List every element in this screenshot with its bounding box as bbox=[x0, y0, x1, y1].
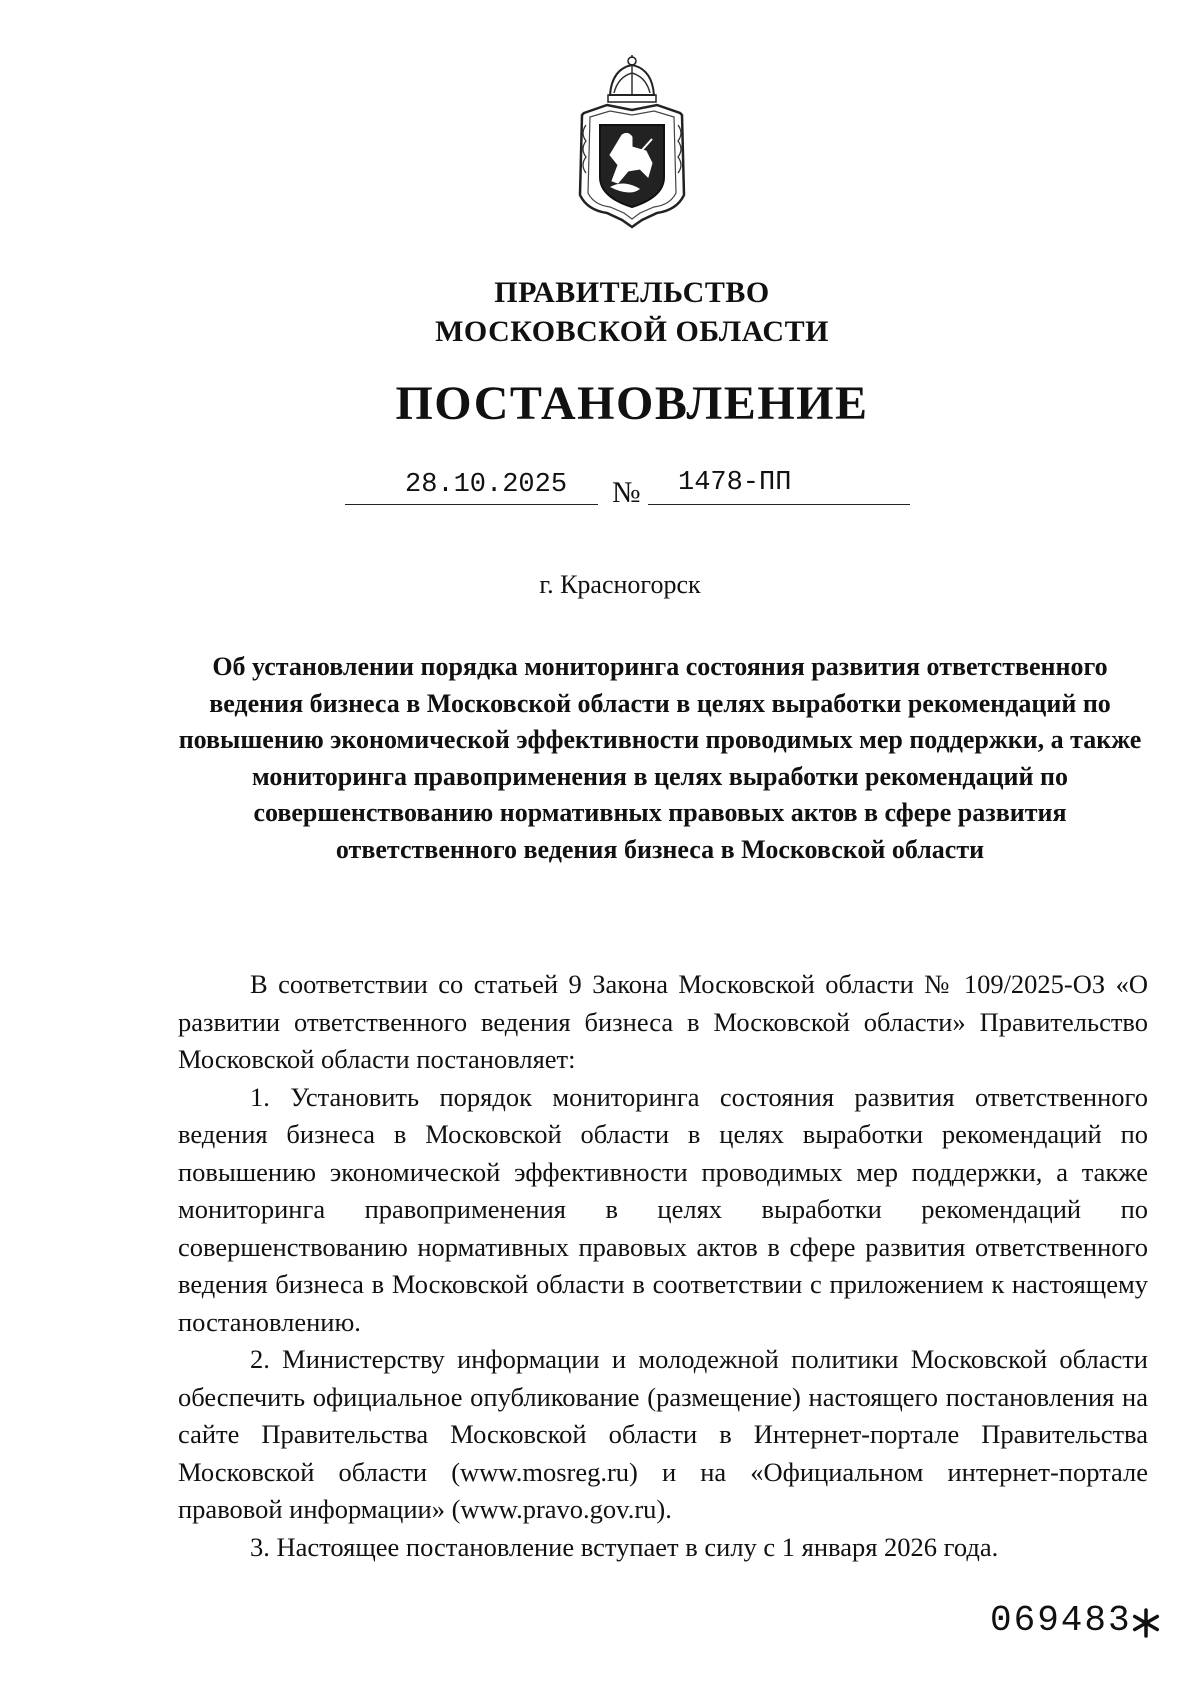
document-number: 1478-ПП bbox=[678, 468, 792, 498]
number-sign: № bbox=[612, 476, 641, 509]
document-title: Об установлении порядка мониторинга состояния развития ответственного ведения бизнеса в Московской области в целях выработки рекомендаций по повышению экономической эффективности проводимых мер поддержки, а также мониторинга правоприменения в целях выработки рекомендаций по совершенствованию нормативных правовых актов в сфере развития ответственного ведения бизнеса в Московской области bbox=[178, 652, 1142, 864]
government-name-line2: МОСКОВСКОЙ ОБЛАСТИ bbox=[435, 315, 829, 348]
serial-number: 069483 bbox=[990, 1600, 1132, 1641]
document-type: ПОСТАНОВЛЕНИЕ bbox=[395, 377, 869, 430]
paragraph-3: 3. Настоящее постановление вступает в силу с 1 января 2026 года. bbox=[250, 1531, 999, 1562]
date-underline bbox=[345, 504, 598, 505]
date-number-line bbox=[0, 462, 1200, 512]
preamble-paragraph: В соответствии со статьей 9 Закона Московской области № 109/2025-ОЗ «О развитии ответственного ведения бизнеса в Московской области» Правительство Московской области постановляет: bbox=[178, 969, 1148, 1074]
document-body bbox=[178, 966, 1148, 1566]
paragraph-2: 2. Министерству информации и молодежной политики Московской области обеспечить официальное опубликование (размещение) настоящего постановления на сайте Правительства Московской области в Интернет-портале Правительства Московской области (www.mosreg.ru) и на «Официальном интернет-портале правовой информации» (www.pravo.gov.ru). bbox=[178, 1344, 1148, 1524]
number-underline bbox=[648, 504, 910, 505]
paragraph-1: 1. Установить порядок мониторинга состояния развития ответственного ведения бизнеса в Московской области в целях выработки рекомендаций по повышению экономической эффективности проводимых мер поддержки, а также мониторинга правоприменения в целях выработки рекомендаций по совершенствованию нормативных правовых актов в сфере развития ответственного ведения бизнеса в Московской области в соответствии с приложением к настоящему постановлению. bbox=[178, 1081, 1148, 1337]
document-date: 28.10.2025 bbox=[405, 470, 568, 500]
coat-of-arms-icon bbox=[562, 55, 702, 230]
government-name-line1: ПРАВИТЕЛЬСТВО bbox=[494, 276, 770, 309]
asterisk-icon bbox=[1130, 1607, 1162, 1639]
city: г. Красногорск bbox=[539, 570, 701, 599]
